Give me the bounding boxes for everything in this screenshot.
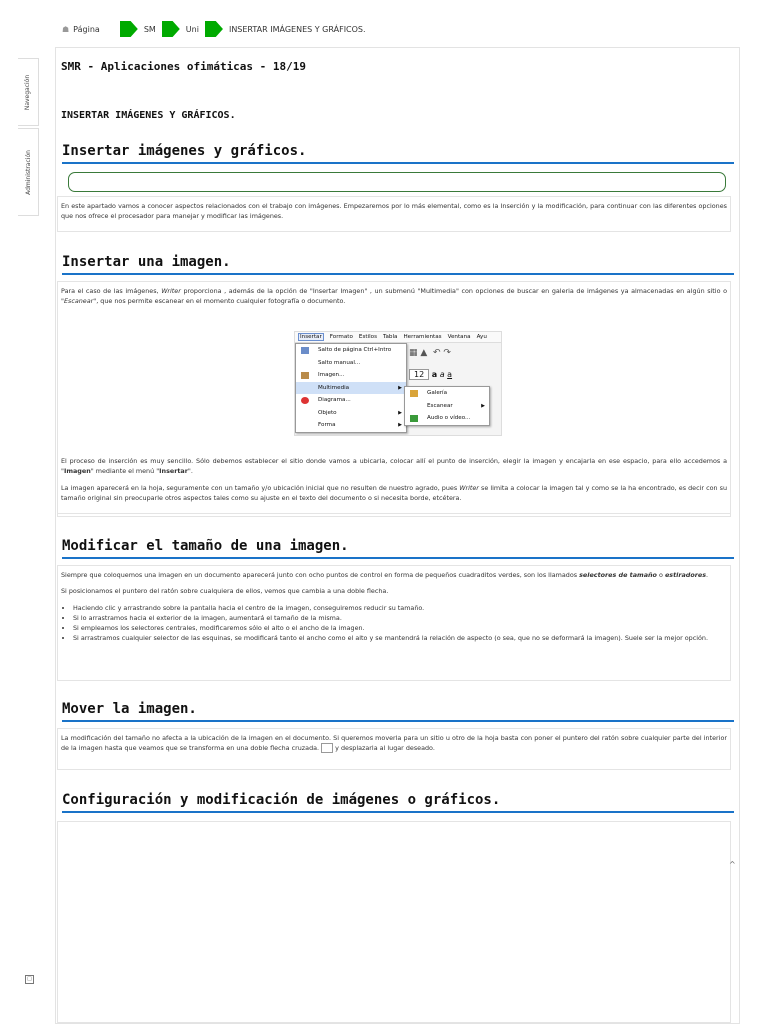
breadcrumb-label[interactable]: Página	[73, 24, 100, 34]
menu-label: Ventana	[447, 334, 471, 340]
menu-item: Objeto ▶	[318, 409, 402, 416]
menu-item: Audio o vídeo...	[405, 412, 489, 425]
breadcrumb-arrow-icon	[120, 21, 138, 37]
menu-label: Tabla	[383, 334, 398, 340]
tab-label: Navegación	[24, 74, 32, 110]
breadcrumb-item-sm[interactable]	[144, 25, 156, 34]
section-heading: Insertar imágenes y gráficos.	[62, 143, 734, 164]
paragraph: La modificación del tamaño no afecta a la ubicación de la imagen en el documento. Si queremos moverla para un sitio u otro de la hoja basta con poner el puntero del ratón sobre cualquier parte del interior de la imagen hasta que veamos que se transforma en una doble flecha cruzada. y desplazarla al lugar deseado.	[61, 734, 727, 753]
menu-label: Estilos	[358, 334, 378, 340]
menu-label: Insertar	[300, 334, 322, 340]
multimedia-submenu	[404, 386, 490, 426]
paragraph: La imagen aparecerá en la hoja, seguramente con un tamaño y/o ubicación inicial que no resulten de nuestro agrado, pues Writer se limita a colocar la imagen tal y como se la ha encontrado, es decir con su tamaño original sin preocuparle otros aspectos tales como su ajuste en el texto del documento o si necesita borde, etcétera.	[61, 483, 727, 502]
menu-label: Formato	[329, 334, 353, 340]
section-body	[57, 728, 731, 770]
menubar	[295, 332, 501, 343]
tab-navigation[interactable]	[18, 58, 39, 126]
menu-item: Galería	[405, 387, 489, 400]
chart-icon	[301, 397, 309, 404]
page-break-icon	[301, 347, 309, 354]
breadcrumb	[62, 18, 372, 40]
breadcrumb-item-home[interactable]	[62, 25, 100, 34]
menu-item: Escanear ▶	[427, 402, 485, 409]
breadcrumb-label: INSERTAR IMÁGENES Y GRÁFICOS.	[228, 24, 366, 34]
paragraph: Siempre que coloquemos una imagen en un documento aparecerá junto con ocho puntos de control en forma de pequeños cuadraditos verdes, son los llamados selectores de tamaño o estiradores.	[61, 571, 709, 579]
paragraph: En este apartado vamos a conocer aspectos relacionados con el trabajo con imágenes. Empezaremos por lo más elemental, como es la Inserción y la modificación, para continuar con las diferentes opciones que nos ofrece el procesador para manejar y modificar las imágenes.	[61, 202, 727, 221]
gallery-icon	[410, 390, 418, 397]
list-item: • Haciendo clic y arrastrando sobre la pantalla hacia el centro de la imagen, conseguiremos reducir su tamaño.	[73, 603, 727, 613]
menu-item: Imagen...	[296, 369, 406, 382]
menu-item: Forma ▶	[318, 422, 402, 429]
image-icon	[301, 372, 309, 379]
section-heading: Insertar una imagen.	[62, 254, 734, 275]
breadcrumb-item-current	[229, 25, 366, 34]
list-item: • Si arrastramos cualquier selector de las esquinas, se modificará tanto el ancho como el alto y se mantendrá la relación de aspecto (o sea, que no se deformará la imagen). Suele ser la mejor opción.	[73, 633, 727, 643]
side-tabs	[18, 58, 40, 216]
section-body	[57, 821, 731, 1023]
section-heading: Modificar el tamaño de una imagen.	[62, 538, 734, 559]
dock-toggle-icon[interactable]: □	[25, 975, 34, 984]
paragraph: Si posicionamos el puntero del ratón sobre cualquiera de ellos, vemos que cambia a una doble flecha.	[61, 587, 389, 596]
breadcrumb-arrow-icon	[162, 21, 180, 37]
section-body	[57, 196, 731, 232]
section-body-continued	[57, 452, 731, 514]
media-icon	[410, 415, 418, 422]
menu-label: Herramientas	[403, 334, 442, 340]
section-body	[57, 565, 731, 681]
section-heading: Mover la imagen.	[62, 701, 734, 722]
menu-item: Salto manual...	[318, 359, 361, 366]
font-size-box: 12 a a a	[409, 370, 452, 379]
menu-item: Diagrama...	[296, 394, 406, 407]
bullet-list	[61, 603, 727, 644]
menu-item: Multimedia ▶	[296, 382, 406, 395]
paragraph: Para el caso de las imágenes, Writer proporciona , además de la opción de "Insertar Imagen" , un submenú "Multimedia" con opciones de buscar en galeria de imágenes ya almacenadas en algún sitio o "Escanear", que nos permite escanear en el momento cualquier fotografía o documento.	[61, 287, 727, 306]
tab-label: Administración	[24, 149, 32, 195]
list-item: • Si empleamos los selectores centrales, modificaremos sólo el alto o el ancho de la imagen.	[73, 623, 727, 633]
writer-menu-screenshot	[294, 331, 502, 436]
menu-item: Salto de página Ctrl+Intro	[296, 344, 406, 357]
section-heading: Configuración y modificación de imágenes o gráficos.	[62, 792, 734, 813]
insert-menu	[295, 343, 407, 433]
scroll-up-icon[interactable]: ^	[729, 860, 736, 869]
breadcrumb-arrow-icon	[205, 21, 223, 37]
paragraph: El proceso de inserción es muy sencillo. Sólo debemos establecer el sitio donde vamos a ubicarla, colocar allí el punto de inserción, elegir la imagen y encajarla en ese espacio, para ello accedemos a "Imagen" mediante el menú "Insertar".	[61, 457, 727, 476]
collapsible-box[interactable]	[68, 172, 726, 192]
menu-label: Ayu	[476, 334, 487, 340]
main-content	[55, 47, 740, 1024]
tab-administration[interactable]	[18, 128, 39, 216]
list-item: • Si lo arrastramos hacia el exterior de la imagen, aumentará el tamaño de la misma.	[73, 613, 727, 623]
cursor-image-icon	[321, 743, 333, 753]
toolbar-icons: ▦ ▲ ↶ ↷	[409, 348, 451, 358]
breadcrumb-label[interactable]: Uni	[185, 24, 199, 34]
breadcrumb-item-uni[interactable]	[186, 25, 199, 34]
course-title: SMR - Aplicaciones ofimáticas - 18/19	[61, 60, 307, 73]
home-icon: ☗	[62, 24, 70, 34]
breadcrumb-label[interactable]: SM	[143, 24, 156, 34]
page-title: INSERTAR IMÁGENES Y GRÁFICOS.	[61, 110, 236, 121]
